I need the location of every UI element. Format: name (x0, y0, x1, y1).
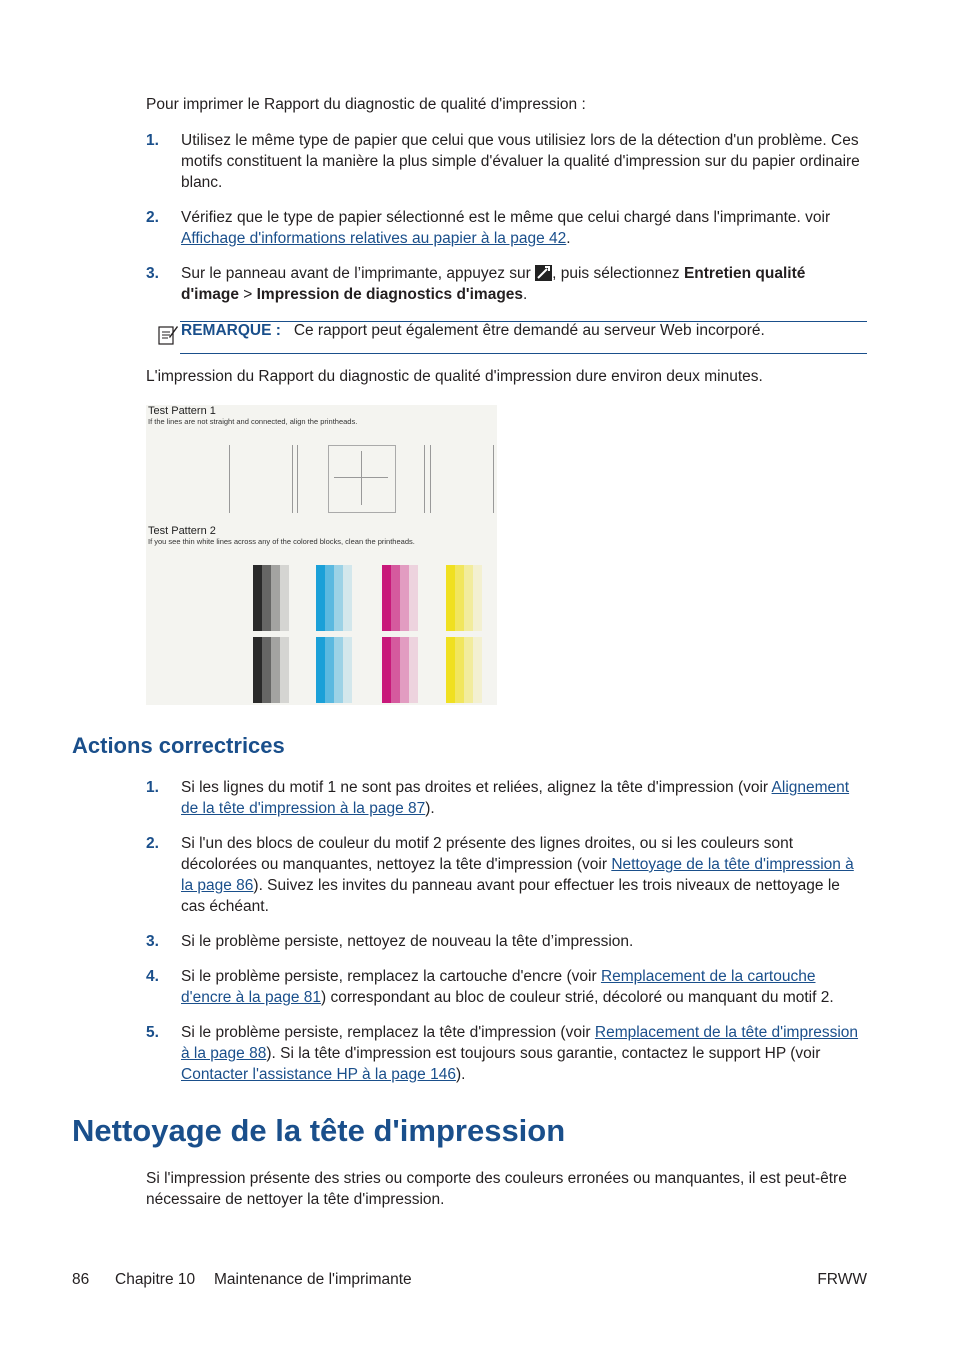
step-text: Si l'un des blocs de couleur du motif 2 présente des lignes droites, ou si les couleurs sont décolorées ou manquantes, nettoyez la tête d'impression (voir Nettoyage de la tête d'impression à la page 86). Suivez les invites du panneau avant pour effectuer les trois niveaux de nettoyage le cas échéant. (181, 835, 854, 915)
color-stripe (280, 565, 289, 631)
step-text: Utilisez le même type de papier que celui que vous utilisiez lors de la détection d'un problème. Ces motifs constituent la manière la plus simple d'évaluer la qualité d'impression sur du papier ordinaire blanc. (181, 132, 860, 191)
step-number: 3. (146, 933, 159, 950)
link-replace-printhead[interactable]: Remplacement de la tête d'impression à la page 88 (181, 1024, 859, 1062)
color-stripe (253, 637, 262, 703)
note-bottom-rule (180, 353, 867, 354)
color-stripe (343, 637, 352, 703)
step-text: Sur le panneau avant de l’imprimante, appuyez sur , puis sélectionnez Entretien qualité d'image > Impression de diagnostics d'images. (181, 265, 806, 303)
color-stripe (409, 565, 418, 631)
link-contact-hp[interactable]: Contacter l'assistance HP à la page 146 (181, 1066, 456, 1083)
link-paper-info[interactable]: Affichage d'informations relatives au papier à la page 42 (181, 230, 567, 247)
color-stripe (382, 637, 391, 703)
section-heading: Actions correctrices (72, 733, 285, 758)
color-stripe (409, 637, 418, 703)
color-stripe (391, 565, 400, 631)
color-stripe (391, 637, 400, 703)
pattern2-subtitle: If you see thin white lines across any of the colored blocks, clean the printheads. (148, 537, 415, 546)
color-stripe (400, 637, 409, 703)
color-stripe (473, 637, 482, 703)
alignment-crosshair (361, 451, 362, 505)
step-text: Si les lignes du motif 1 ne sont pas droites et reliées, alignez la tête d'impression (voir Alignement de la tête d'impression à la page 87). (181, 779, 850, 817)
link-align-printhead[interactable]: Alignement de la tête d'impression à la page 87 (181, 779, 850, 817)
color-stripe (400, 565, 409, 631)
color-stripe (253, 565, 262, 631)
step-number: 4. (146, 968, 159, 985)
step-number: 2. (146, 209, 159, 226)
alignment-line (229, 445, 230, 513)
step-number: 1. (146, 779, 159, 796)
color-stripe (473, 565, 482, 631)
alignment-line (292, 445, 293, 513)
pattern1-title: Test Pattern 1 (148, 405, 216, 417)
duration-text: L'impression du Rapport du diagnostic de qualité d'impression dure environ deux minutes. (146, 368, 763, 385)
color-stripe (334, 637, 343, 703)
step-number: 1. (146, 132, 159, 149)
alignment-line (424, 445, 425, 513)
color-stripe (446, 637, 455, 703)
pattern2-title: Test Pattern 2 (148, 525, 216, 537)
page-number: 86 (72, 1271, 90, 1288)
step-number: 5. (146, 1024, 159, 1041)
color-stripe (455, 637, 464, 703)
color-stripe (280, 637, 289, 703)
color-stripe (325, 565, 334, 631)
step-number: 3. (146, 265, 159, 282)
color-stripe (262, 637, 271, 703)
color-stripe (446, 565, 455, 631)
intro-text: Pour imprimer le Rapport du diagnostic de qualité d'impression : (146, 96, 586, 113)
color-stripe (334, 565, 343, 631)
color-stripe (343, 565, 352, 631)
step-text: Si le problème persiste, nettoyez de nouveau la tête d’impression. (181, 933, 634, 950)
step-text: Vérifiez que le type de papier sélectionné est le même que celui chargé dans l'imprimante. voir Affichage d'informations relatives au papier à la page 42. (181, 209, 831, 247)
step-number: 2. (146, 835, 159, 852)
color-stripe (464, 637, 473, 703)
chapter-number: Chapitre 10 (115, 1271, 196, 1288)
link-replace-cartridge[interactable]: Remplacement de la cartouche d'encre à la page 81 (181, 968, 816, 1006)
color-stripe (325, 637, 334, 703)
chapter-title: Maintenance de l'imprimante (214, 1271, 412, 1288)
color-stripe (316, 637, 325, 703)
page-title: Nettoyage de la tête d'impression (72, 1113, 566, 1148)
color-stripe (455, 565, 464, 631)
document-code: FRWW (817, 1271, 867, 1288)
color-stripe (464, 565, 473, 631)
step-text: Si le problème persiste, remplacez la tête d'impression (voir Remplacement de la tête d'impression à la page 88). Si la tête d'impression est toujours sous garantie, contactez le support HP (voir Contacter l'assistance HP à la page 146). (181, 1024, 859, 1083)
color-stripe (382, 565, 391, 631)
link-clean-printhead[interactable]: Nettoyage de la tête d'impression à la page 86 (181, 856, 854, 894)
color-stripe (271, 637, 280, 703)
color-stripe (316, 565, 325, 631)
note: REMARQUE : Ce rapport peut également être demandé au serveur Web incorporé. (181, 322, 765, 339)
wrench-icon (535, 265, 552, 281)
alignment-box (328, 445, 396, 513)
alignment-line (493, 445, 494, 513)
color-stripe (271, 565, 280, 631)
note-icon (157, 323, 179, 345)
test-pattern-image (146, 405, 497, 705)
alignment-line (430, 445, 431, 513)
alignment-line (297, 445, 298, 513)
section-text: Si l'impression présente des stries ou comporte des couleurs erronées ou manquantes, il est peut-être nécessaire de nettoyer la tête d'impression. (146, 1170, 847, 1208)
color-stripe (262, 565, 271, 631)
step-text: Si le problème persiste, remplacez la cartouche d'encre (voir Remplacement de la cartouche d'encre à la page 81) correspondant au bloc de couleur strié, décoloré ou manquant du motif 2. (181, 968, 834, 1006)
pattern1-subtitle: If the lines are not straight and connected, align the printheads. (148, 417, 358, 426)
